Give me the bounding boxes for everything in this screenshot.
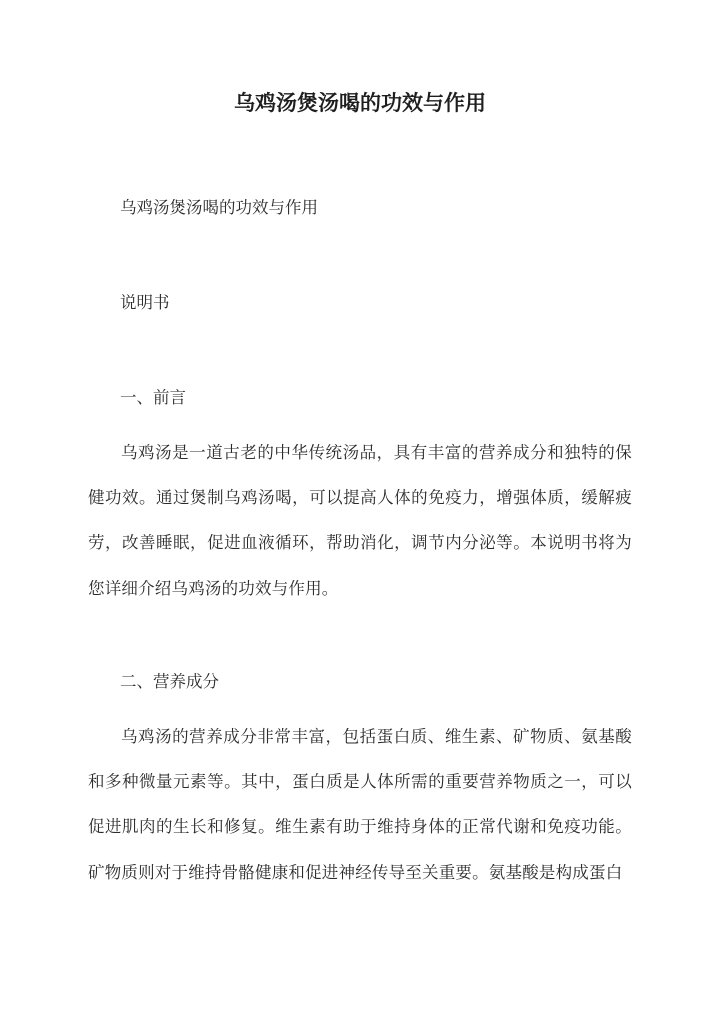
section-heading-nutrition: 二、营养成分 — [120, 672, 219, 691]
document-title: 乌鸡汤煲汤喝的功效与作用 — [234, 90, 486, 115]
document-type-label: 说明书 — [120, 293, 170, 312]
section-heading-preface: 一、前言 — [120, 388, 186, 407]
section-paragraph-nutrition: 乌鸡汤的营养成分非常丰富，包括蛋白质、维生素、矿物质、氨基酸和多种微量元素等。其中，蛋白质是人体所需的重要营养物质之一，可以促进肌肉的生长和修复。维生素有助于维持身体的正常代谢和免疫功能。矿物质则对于维持骨骼健康和促进神经传导至关重要。氨基酸是构成蛋白 — [88, 727, 632, 882]
section-paragraph-preface: 乌鸡汤是一道古老的中华传统汤品，具有丰富的营养成分和独特的保健功效。通过煲制乌鸡汤喝，可以提高人体的免疫力，增强体质，缓解疲劳，改善睡眠，促进血液循环，帮助消化，调节内分泌等。本说明书将为您详细介绍乌鸡汤的功效与作用。 — [88, 443, 632, 598]
document-subtitle: 乌鸡汤煲汤喝的功效与作用 — [120, 198, 318, 217]
